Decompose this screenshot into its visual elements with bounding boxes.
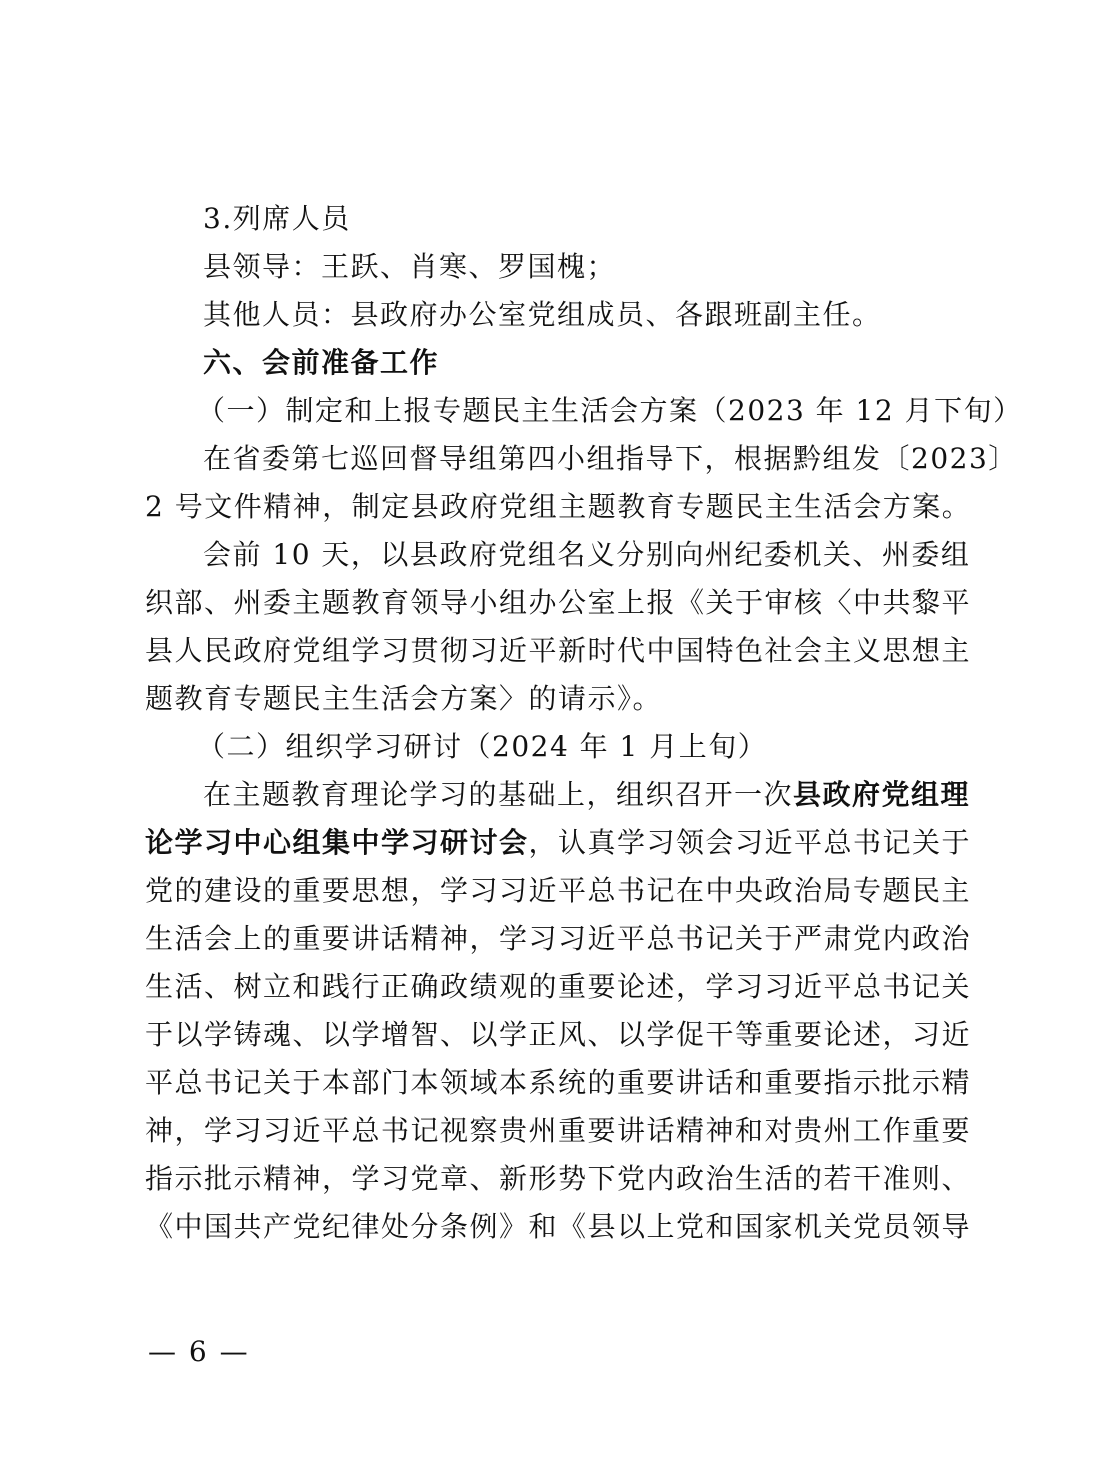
- paragraph-three-line: 于以学铸魂、以学增智、以学正风、以学促干等重要论述，习近: [145, 1018, 972, 1051]
- other-people-line: 其他人员：县政府办公室党组成员、各跟班副主任。: [203, 298, 882, 331]
- subsection-one-title: （一）制定和上报专题民主生活会方案（2023 年 12 月下旬）: [197, 394, 1023, 427]
- paragraph-three-line: 党的建设的重要思想，学习习近平总书记在中央政治局专题民主: [145, 874, 972, 907]
- paragraph-one-line: 在省委第七巡回督导组第四小组指导下，根据黔组发〔2023〕: [203, 442, 1018, 475]
- paragraph-two-line: 织部、州委主题教育领导小组办公室上报《关于审核〈中共黎平: [145, 586, 972, 619]
- paragraph-three-line: 神，学习习近平总书记视察贵州重要讲话精神和对贵州工作重要: [145, 1114, 972, 1147]
- paragraph-three-text: 在主题教育理论学习的基础上，组织召开一次: [203, 778, 794, 811]
- paragraph-two-line: 县人民政府党组学习贯彻习近平新时代中国特色社会主义思想主: [145, 634, 972, 667]
- paragraph-three-line: 指示批示精神，学习党章、新形势下党内政治生活的若干准则、: [145, 1162, 972, 1195]
- paragraph-two-line: 题教育专题民主生活会方案〉的请示》。: [145, 682, 663, 715]
- paragraph-one-line: 2 号文件精神，制定县政府党组主题教育专题民主生活会方案。: [145, 490, 972, 523]
- paragraph-three-line: [145, 771, 975, 819]
- paragraph-three-line: [145, 819, 975, 867]
- subsection-two-title: （二）组织学习研讨（2024 年 1 月上旬）: [197, 730, 768, 763]
- paragraph-three-text: ，认真学习领会习近平总书记关于: [528, 826, 972, 859]
- paragraph-three-line: 《中国共产党纪律处分条例》和《县以上党和国家机关党员领导: [145, 1210, 972, 1243]
- paragraph-three-line: 生活会上的重要讲话精神，学习习近平总书记关于严肃党内政治: [145, 922, 972, 955]
- document-body: [145, 195, 1023, 1251]
- page-number: — 6 —: [148, 1335, 250, 1368]
- attendees-title: 3.列席人员: [203, 202, 351, 235]
- county-leaders-line: 县领导：王跃、肖寒、罗国槐；: [203, 250, 617, 283]
- paragraph-two-line: 会前 10 天，以县政府党组名义分别向州纪委机关、州委组: [203, 538, 971, 571]
- section-six-heading: 六、会前准备工作: [203, 346, 440, 379]
- emphasis-text: 县政府党组理: [793, 778, 971, 811]
- emphasis-text: 论学习中心组集中学习研讨会: [145, 826, 529, 859]
- paragraph-three-line: 生活、树立和践行正确政绩观的重要论述，学习习近平总书记关: [145, 970, 972, 1003]
- paragraph-three-line: 平总书记关于本部门本领域本系统的重要讲话和重要指示批示精: [145, 1066, 972, 1099]
